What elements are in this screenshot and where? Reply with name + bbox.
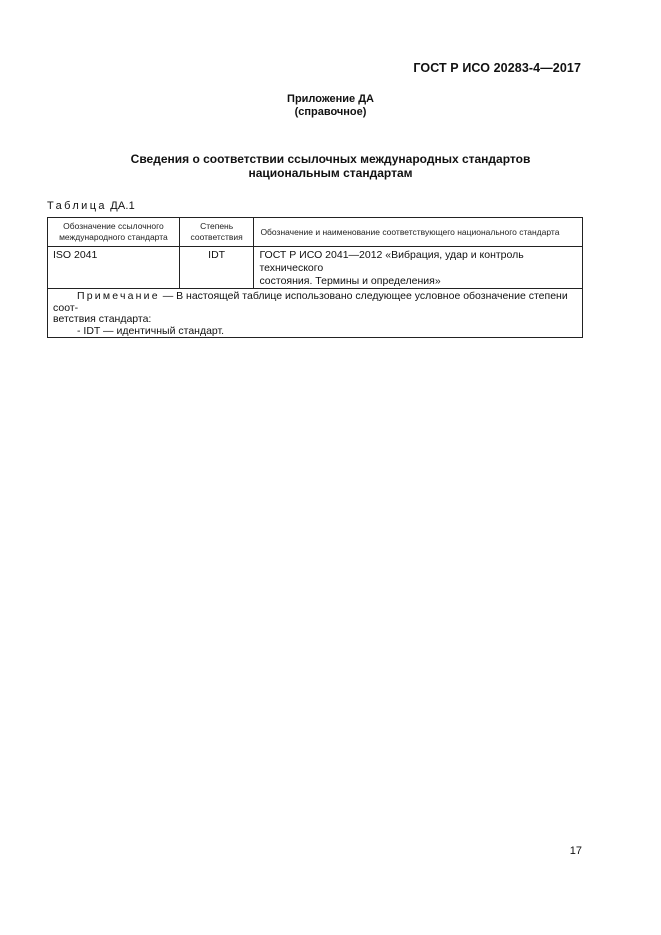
table-header-row [48,218,583,247]
header-col1-line1: Обозначение ссылочного [63,221,164,231]
header-degree [179,218,254,247]
section-heading-line-2: национальным стандартам [248,166,413,180]
note-text-line3: - IDT — идентичный стандарт. [77,324,225,337]
header-col2-line2: соответствия [190,232,243,242]
note-cell [48,289,583,338]
table-caption-number: ДА.1 [110,200,135,212]
table-caption [47,200,135,212]
table-caption-word: Таблица [47,200,107,212]
section-heading-line-1: Сведения о соответствии ссылочных международных стандартов [130,152,531,166]
table-row [48,247,583,289]
note [48,289,582,337]
note-text-line1: — В настоящей таблице использовано следующее условное обозначение степени соот- [53,290,568,314]
appendix-title: Приложение ДА [287,93,374,105]
document-code: ГОСТ Р ИСО 20283-4—2017 [413,61,581,75]
table-note-row [48,289,583,338]
note-label: Примечание [77,290,160,302]
cell-degree [179,247,254,289]
national-standard-line1: ГОСТ Р ИСО 2041—2012 «Вибрация, удар и контроль технического [259,249,524,274]
header-international-standard [48,218,180,247]
appendix-subtitle: (справочное) [294,106,367,118]
cell-national [254,247,583,289]
cell-international [48,247,180,289]
header-national-standard: Обозначение и наименование соответствующего национального стандарта [254,218,583,247]
national-standard-line2: состояния. Термины и определения» [259,275,441,287]
national-standard-value [254,247,582,288]
international-standard-value: ISO 2041 [53,249,98,261]
standards-table [47,217,583,338]
header-col1-line2: международного стандарта [59,232,168,242]
note-text-line2: ветствия стандарта: [53,313,152,325]
page-number: 17 [569,845,582,857]
header-col2-line1: Степень [200,221,234,231]
degree-value: IDT [208,249,226,261]
